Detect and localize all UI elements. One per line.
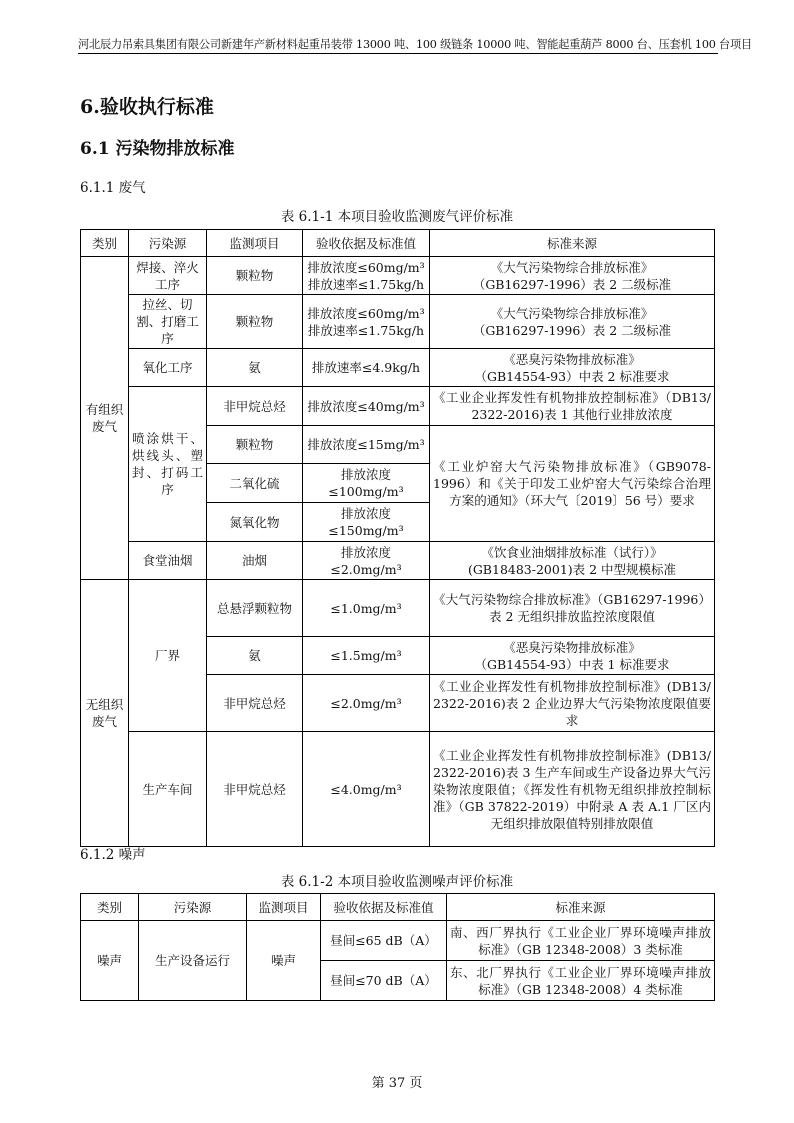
value-cell: 昼间≤70 dB（A）	[321, 961, 447, 1001]
value-cell: 排放浓度 ≤100mg/m³	[303, 464, 430, 503]
source-cell: 厂界	[129, 580, 207, 732]
value-cell: 昼间≤65 dB（A）	[321, 921, 447, 961]
table-row	[81, 921, 715, 961]
column-header: 标准来源	[430, 230, 715, 257]
standard-cell: 《大气污染物综合排放标准》（GB16297-1996）表 2 无组织排放监控浓度限值	[430, 580, 715, 637]
page-number: 第 37 页	[371, 1076, 423, 1091]
item-cell: 非甲烷总烃	[207, 732, 303, 847]
item-cell: 非甲烷总烃	[207, 387, 303, 426]
standard-cell: 《工业企业挥发性有机物排放控制标准》(DB13/ 2322-2016)表 2 企业边界大气污染物浓度限值要求	[430, 675, 715, 732]
standard-cell: 《饮食业油烟排放标准（试行）》 (GB18483-2001)表 2 中型规模标准	[430, 542, 715, 580]
value-cell: ≤1.0mg/m³	[303, 580, 430, 637]
item-cell: 非甲烷总烃	[207, 675, 303, 732]
waste-gas-standards-table	[80, 229, 715, 847]
standard-cell: 南、西厂界执行《工业企业厂界环境噪声排放标准》（GB 12348-2008）3 类标准	[447, 921, 715, 961]
table-row	[81, 257, 715, 295]
standard-cell: 《大气污染物综合排放标准》 （GB16297-1996）表 2 二级标准	[430, 257, 715, 295]
value-cell: ≤1.5mg/m³	[303, 637, 430, 675]
item-cell: 总悬浮颗粒物	[207, 580, 303, 637]
item-cell: 氮氧化物	[207, 503, 303, 542]
column-header: 类别	[81, 230, 129, 257]
item-cell: 噪声	[247, 921, 321, 1001]
source-cell: 喷涂烘干、烘线头、塑封、打码工序	[129, 387, 207, 542]
value-cell: 排放浓度≤40mg/m³	[303, 387, 430, 426]
item-cell: 二氧化硫	[207, 464, 303, 503]
table-row	[81, 580, 715, 637]
column-header: 污染源	[139, 894, 247, 921]
waste-gas-heading: 6.1.1 废气	[80, 180, 146, 196]
table-row	[81, 349, 715, 387]
column-header: 污染源	[129, 230, 207, 257]
standard-cell: 《恶臭污染物排放标准》 （GB14554-93）中表 2 标准要求	[430, 349, 715, 387]
value-cell: 排放速率≤4.9kg/h	[303, 349, 430, 387]
table-header-row	[81, 230, 715, 257]
table2-caption: 表 6.1-2 本项目验收监测噪声评价标准	[280, 874, 514, 890]
item-cell: 油烟	[207, 542, 303, 580]
value-cell: 排放浓度 ≤150mg/m³	[303, 503, 430, 542]
table-row	[81, 732, 715, 847]
source-cell: 生产设备运行	[139, 921, 247, 1001]
table1-caption: 表 6.1-1 本项目验收监测废气评价标准	[280, 209, 514, 225]
column-header: 验收依据及标准值	[303, 230, 430, 257]
page-header: 河北辰力吊索具集团有限公司新建年产新材料起重吊装带 13000 吨、100 级链条 10000 吨、智能起重葫芦 8000 台、压套机 100 台项目	[78, 38, 752, 51]
section-title: 6.验收执行标准	[80, 96, 214, 118]
table-row	[81, 295, 715, 349]
column-header: 监测项目	[247, 894, 321, 921]
standard-cell: 《大气污染物综合排放标准》 （GB16297-1996）表 2 二级标准	[430, 295, 715, 349]
value-cell: 排放浓度≤2.0mg/m³	[303, 542, 430, 580]
item-cell: 颗粒物	[207, 257, 303, 295]
item-cell: 颗粒物	[207, 295, 303, 349]
standard-cell: 《工业企业挥发性有机物排放控制标准》（DB13/ 2322-2016)表 1 其他行业排放浓度	[430, 387, 715, 426]
source-cell: 氧化工序	[129, 349, 207, 387]
column-header: 验收依据及标准值	[321, 894, 447, 921]
standard-cell: 东、北厂界执行《工业企业厂界环境噪声排放标准》（GB 12348-2008）4 类标准	[447, 961, 715, 1001]
category-cell: 有组织废气	[81, 257, 129, 580]
standard-cell: 《工业企业挥发性有机物排放控制标准》(DB13/ 2322-2016)表 3 生产车间或生产设备边界大气污染物浓度限值；《挥发性有机物无组织排放控制标准》（GB 37822-2019）中附录 A 表 A.1 厂区内无组织排放限值特别排放限值	[430, 732, 715, 847]
table-row	[81, 542, 715, 580]
category-cell: 无组织废气	[81, 580, 129, 847]
standard-cell: 《恶臭污染物排放标准》 （GB14554-93）中表 1 标准要求	[430, 637, 715, 675]
column-header: 标准来源	[447, 894, 715, 921]
value-cell: ≤2.0mg/m³	[303, 675, 430, 732]
subsection-title: 6.1 污染物排放标准	[80, 139, 235, 159]
value-cell: ≤4.0mg/m³	[303, 732, 430, 847]
column-header: 类别	[81, 894, 139, 921]
table-row	[81, 387, 715, 426]
category-cell: 噪声	[81, 921, 139, 1001]
item-cell: 颗粒物	[207, 426, 303, 464]
source-cell: 生产车间	[129, 732, 207, 847]
value-cell: 排放浓度≤60mg/m³ 排放速率≤1.75kg/h	[303, 257, 430, 295]
item-cell: 氨	[207, 637, 303, 675]
header-rule	[78, 53, 718, 54]
column-header: 监测项目	[207, 230, 303, 257]
table-header-row	[81, 894, 715, 921]
value-cell: 排放浓度≤60mg/m³ 排放速率≤1.75kg/h	[303, 295, 430, 349]
source-cell: 焊接、淬火工序	[129, 257, 207, 295]
noise-heading: 6.1.2 噪声	[80, 847, 146, 863]
standard-cell: 《工业炉窑大气污染物排放标准》（GB9078-1996）和《关于印发工业炉窑大气污染综合治理方案的通知》（环大气〔2019〕56 号）要求	[430, 426, 715, 542]
source-cell: 拉丝、切割、打磨工序	[129, 295, 207, 349]
value-cell: 排放浓度≤15mg/m³	[303, 426, 430, 464]
noise-standards-table	[80, 893, 715, 1001]
source-cell: 食堂油烟	[129, 542, 207, 580]
item-cell: 氨	[207, 349, 303, 387]
